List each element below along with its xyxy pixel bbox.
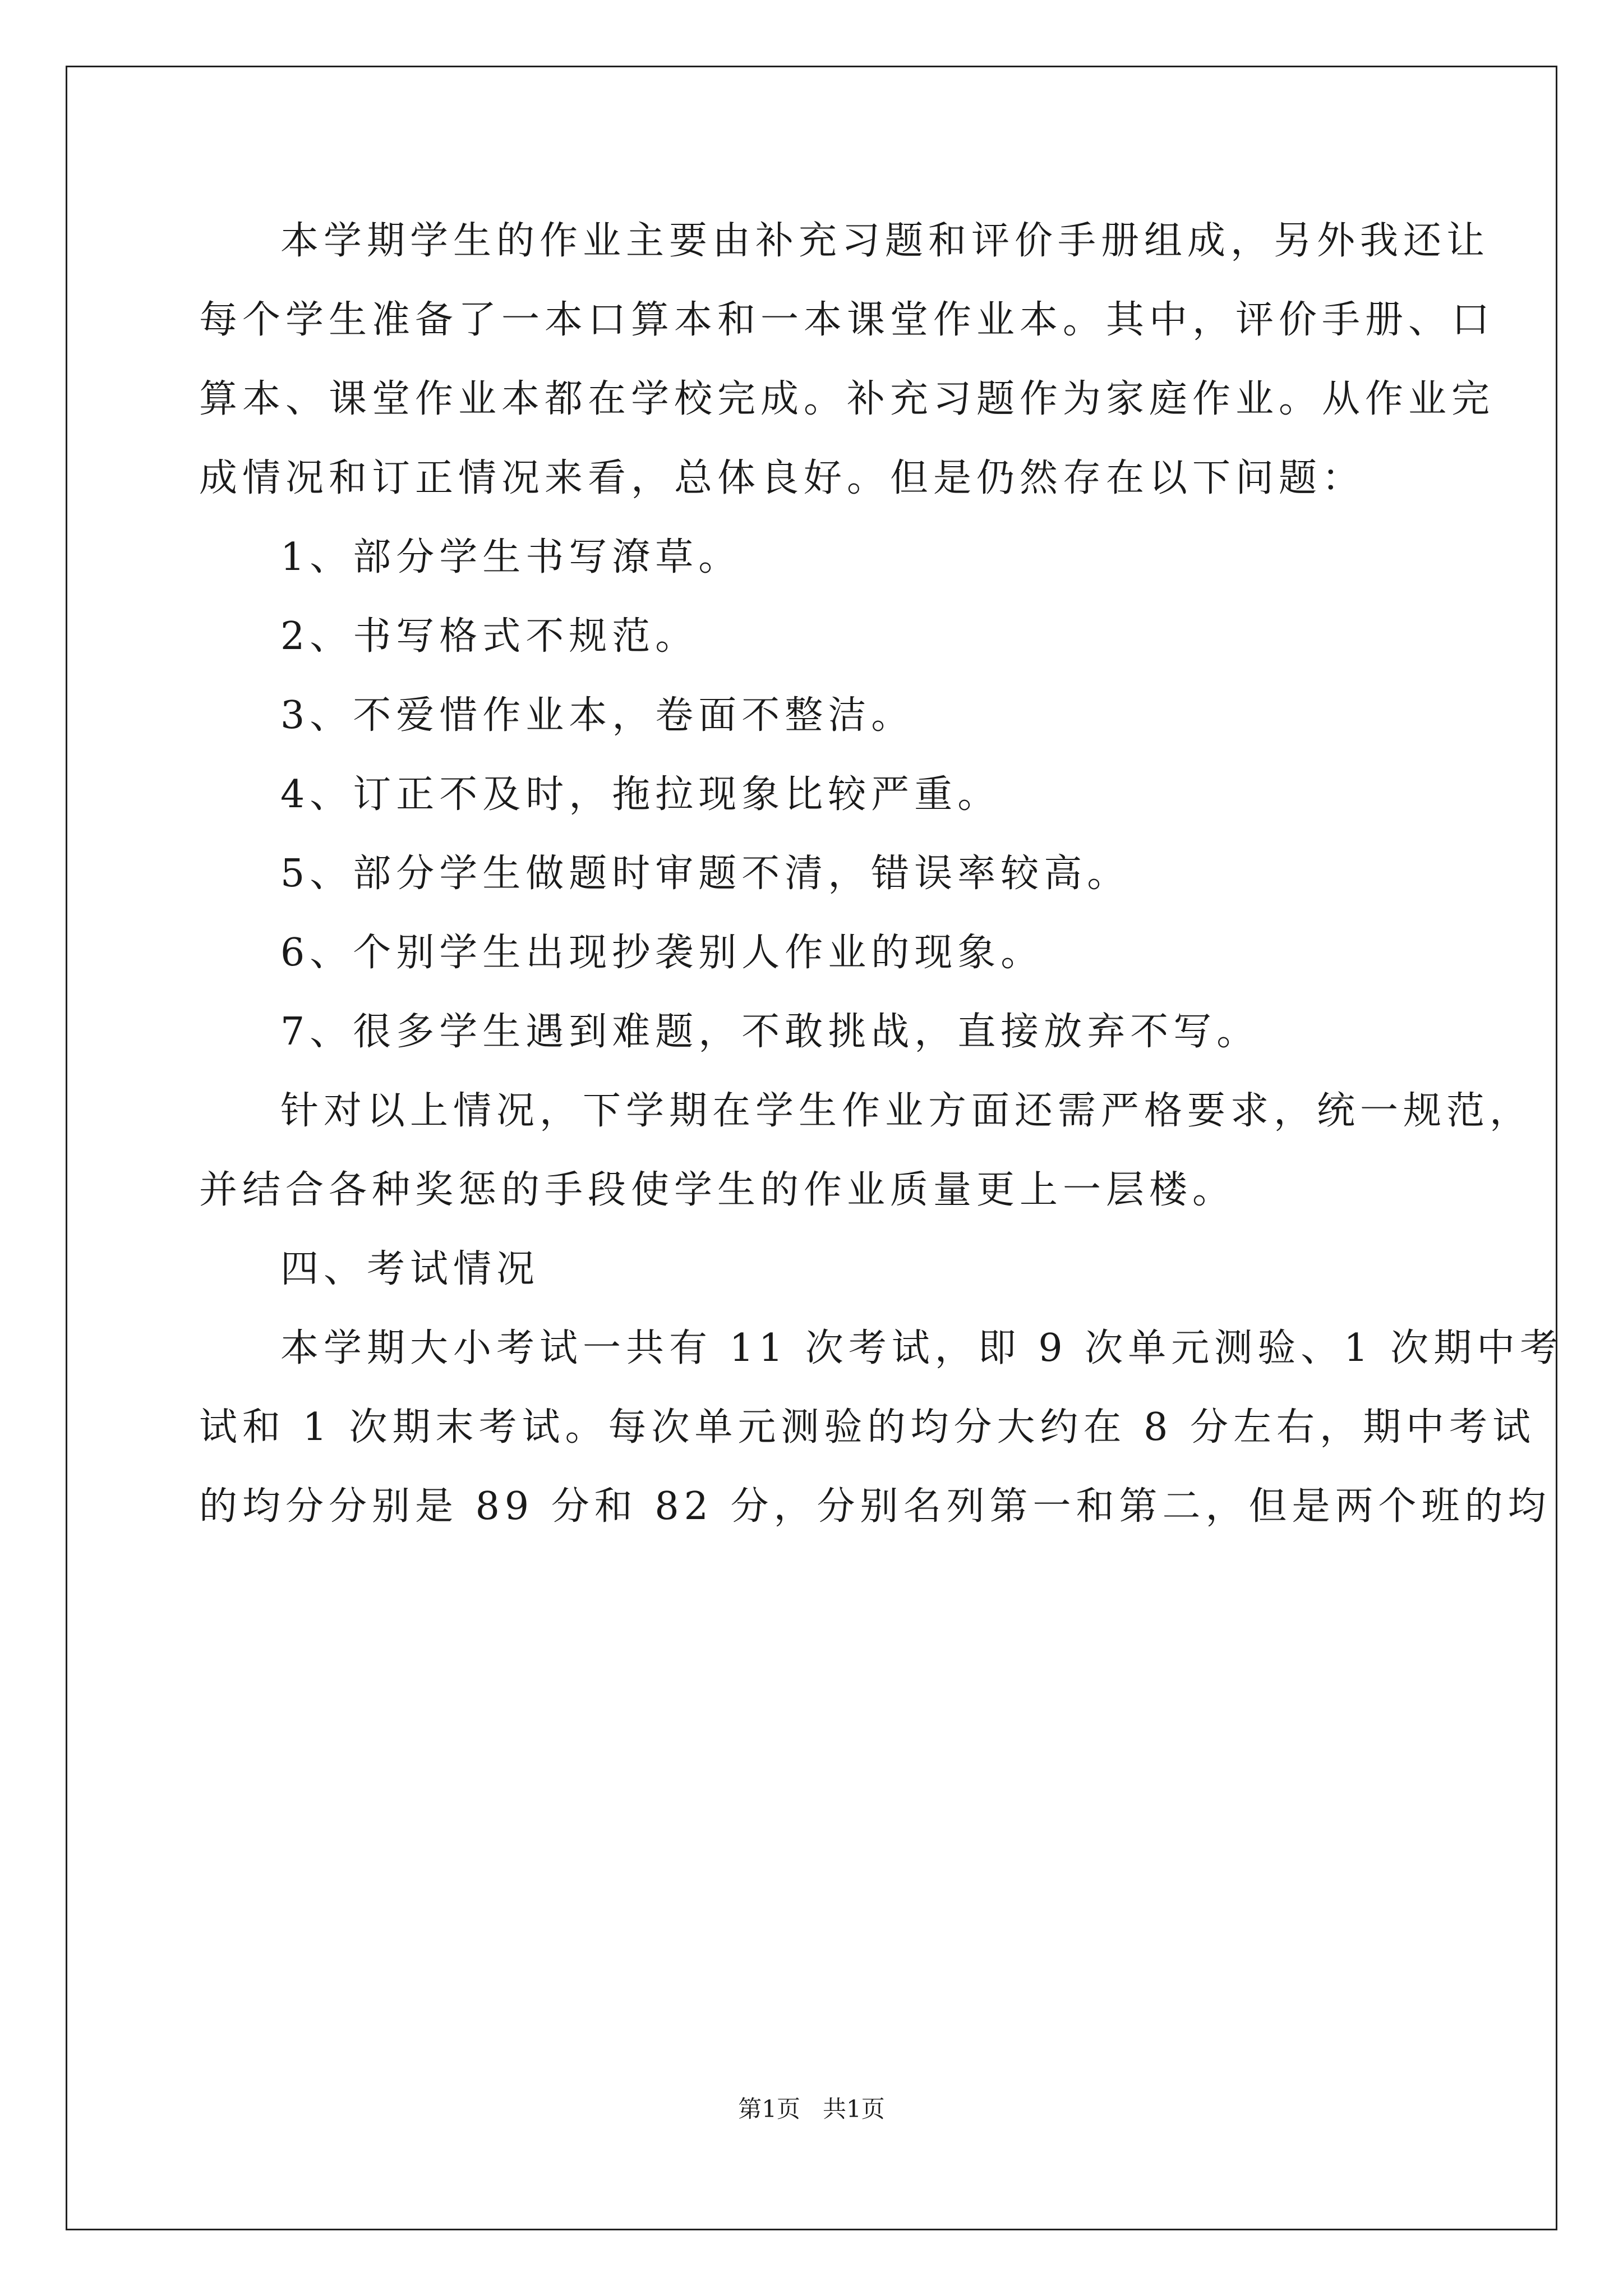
list-item: 7、很多学生遇到难题，不敢挑战，直接放弃不写。: [280, 1010, 1260, 1054]
paragraph-line: 试和 1 次期末考试。每次单元测验的均分大约在 8 分左右，期中考试: [199, 1405, 1536, 1450]
section-heading: 四、考试情况: [280, 1247, 540, 1291]
paragraph-line: 算本、课堂作业本都在学校完成。补充习题作为家庭作业。从作业完: [199, 377, 1495, 421]
paragraph-line: 并结合各种奖惩的手段使学生的作业质量更上一层楼。: [199, 1168, 1236, 1212]
paragraph-line: 本学期学生的作业主要由补充习题和评价手册组成，另外我还让: [280, 219, 1490, 263]
paragraph-line: 成情况和订正情况来看，总体良好。但是仍然存在以下问题：: [199, 456, 1366, 500]
list-item: 6、个别学生出现抄袭别人作业的现象。: [280, 931, 1044, 975]
paragraph-line: 的均分分别是 89 分和 82 分，分别名列第一和第二，但是两个班的均: [199, 1484, 1551, 1529]
page-number-footer: 第1页 共1页: [738, 2095, 885, 2123]
list-item: 1、部分学生书写潦草。: [280, 535, 742, 579]
paragraph-line: 针对以上情况，下学期在学生作业方面还需严格要求，统一规范，: [280, 1089, 1533, 1133]
list-item: 5、部分学生做题时审题不清，错误率较高。: [280, 852, 1131, 896]
list-item: 2、书写格式不规范。: [280, 614, 699, 659]
paragraph-line: 本学期大小考试一共有 11 次考试，即 9 次单元测验、1 次期中考: [280, 1326, 1564, 1370]
list-item: 4、订正不及时，拖拉现象比较严重。: [280, 772, 1001, 817]
list-item: 3、不爱惜作业本，卷面不整洁。: [280, 693, 915, 738]
paragraph-line: 每个学生准备了一本口算本和一本课堂作业本。其中，评价手册、口: [199, 298, 1495, 342]
